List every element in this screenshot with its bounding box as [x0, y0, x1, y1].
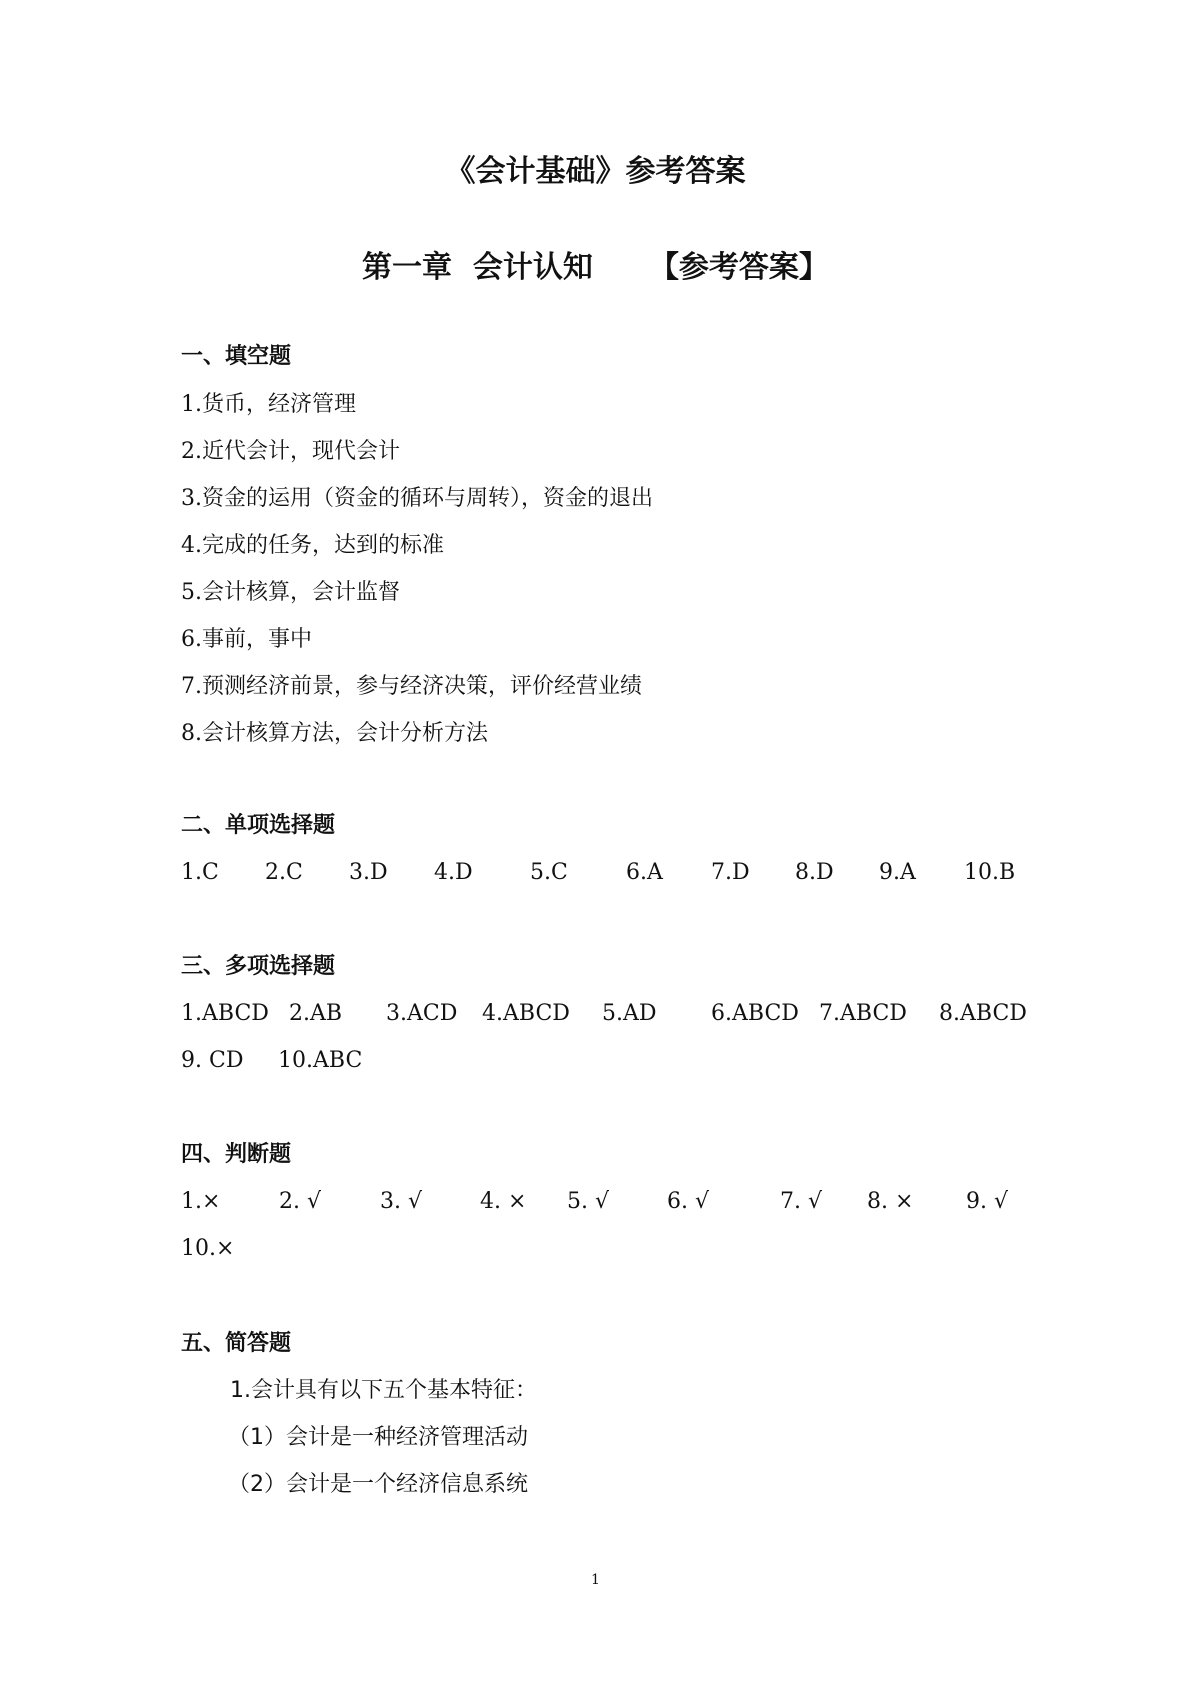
chapter-heading	[0, 248, 1191, 288]
multiple-answer: 5.AD	[602, 1001, 657, 1026]
single-answer: 10.B	[964, 860, 1016, 885]
multiple-answer: 6.ABCD	[711, 1001, 799, 1026]
fill-answer-1: 1.货币，经济管理	[181, 392, 356, 417]
judge-answer: 1.×	[181, 1189, 221, 1214]
multiple-answer: 4.ABCD	[482, 1001, 570, 1026]
multiple-answer: 3.ACD	[386, 1001, 458, 1026]
fill-answer-8: 8.会计核算方法，会计分析方法	[181, 721, 488, 746]
single-answer: 8.D	[795, 860, 834, 885]
judge-answer: 3. √	[380, 1189, 423, 1214]
section-heading-single: 二、单项选择题	[181, 813, 336, 838]
fill-answer-4: 4.完成的任务，达到的标准	[181, 533, 444, 558]
single-answer: 3.D	[349, 860, 388, 885]
judge-answer: 7. √	[780, 1189, 823, 1214]
judge-answer: 4. ×	[480, 1189, 527, 1214]
judge-answer: 5. √	[567, 1189, 610, 1214]
single-answer: 9.A	[879, 860, 916, 885]
multiple-answer: 9. CD	[181, 1048, 244, 1073]
chapter-tag: 【参考答案】	[648, 250, 829, 285]
fill-answer-5: 5.会计核算，会计监督	[181, 580, 400, 605]
section-heading-judge: 四、判断题	[181, 1142, 292, 1167]
judge-answer: 10.×	[181, 1236, 235, 1261]
single-answer: 5.C	[530, 860, 568, 885]
short-answer-intro: 1.会计具有以下五个基本特征：	[230, 1378, 537, 1403]
single-answer: 4.D	[434, 860, 473, 885]
judge-answer: 9. √	[966, 1189, 1009, 1214]
section-heading-short: 五、简答题	[181, 1331, 292, 1356]
multiple-answer: 2.AB	[289, 1001, 343, 1026]
multiple-answer: 7.ABCD	[819, 1001, 907, 1026]
fill-answer-2: 2.近代会计，现代会计	[181, 439, 400, 464]
fill-answer-7: 7.预测经济前景，参与经济决策，评价经营业绩	[181, 674, 642, 699]
multiple-answer: 10.ABC	[278, 1048, 363, 1073]
page-number: 1	[591, 1572, 600, 1588]
chapter-name: 第一章 会计认知	[362, 250, 593, 285]
single-answer: 7.D	[711, 860, 750, 885]
single-answer: 2.C	[265, 860, 303, 885]
short-answer-point-2: （2）会计是一个经济信息系统	[228, 1472, 528, 1497]
section-heading-multiple: 三、多项选择题	[181, 954, 336, 979]
document-title: 《会计基础》参考答案	[445, 154, 746, 189]
fill-answer-6: 6.事前，事中	[181, 627, 312, 652]
judge-answer: 6. √	[667, 1189, 710, 1214]
judge-answer: 2. √	[279, 1189, 322, 1214]
short-answer-point-1: （1）会计是一种经济管理活动	[228, 1425, 528, 1450]
fill-answer-3: 3.资金的运用（资金的循环与周转），资金的退出	[181, 486, 653, 511]
section-heading-fill: 一、填空题	[181, 344, 292, 369]
judge-answer: 8. ×	[867, 1189, 914, 1214]
single-answer: 6.A	[626, 860, 663, 885]
multiple-answer: 8.ABCD	[939, 1001, 1027, 1026]
multiple-answer: 1.ABCD	[181, 1001, 269, 1026]
single-answer: 1.C	[181, 860, 219, 885]
